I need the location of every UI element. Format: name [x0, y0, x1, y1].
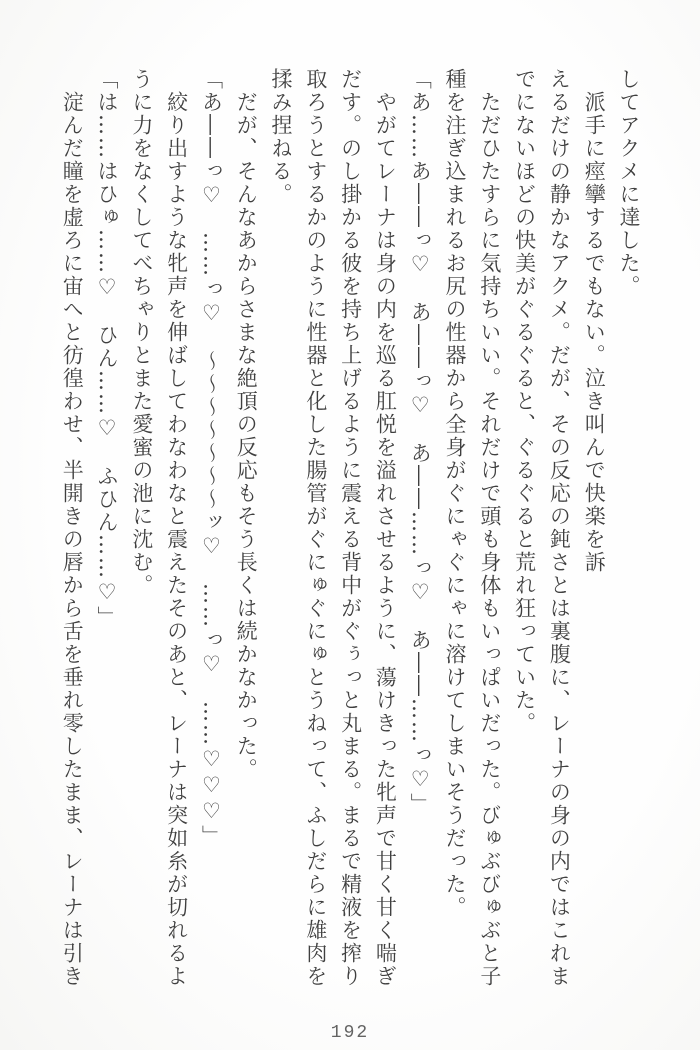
text-line-8: やがてレーナは身の内を巡る肛悦を溢れさせるように、蕩けきった牝声で甘く甘く喘ぎ — [373, 68, 398, 988]
text-line-9: だす。のし掛かる彼を持ち上げるように震える背中がぐぅっと丸まる。まるで精液を搾り — [338, 68, 363, 988]
text-line-3: えるだけの静かなアクメ。だが、その反応の鈍さとは裏腹に、レーナの身の内ではこれま — [547, 68, 572, 988]
text-block — [54, 68, 646, 1008]
text-line-14: 絞り出すような牝声を伸ばしてわなわなと震えたそのあと、レーナは突如糸が切れるよ — [164, 68, 189, 988]
text-line-6: 種を注ぎ込まれるお尻の性器から全身がぐにゃぐにゃに溶けてしまいそうだった。 — [443, 68, 468, 919]
text-line-16: 「は……はひゅ……♡ ひん……♡ ふひん……♡」 — [95, 68, 120, 629]
text-line-1: してアクメに達した。 — [617, 68, 641, 298]
text-line-4: でにないほどの快美がぐるぐると、ぐるぐると荒れ狂っていた。 — [512, 68, 537, 735]
page-number: 192 — [330, 1023, 370, 1043]
text-line-17: 淀んだ瞳を虚ろに宙へと彷徨わせ、半開きの唇から舌を垂れ零したまま、レーナは引き — [60, 68, 85, 988]
text-line-10: 取ろうとするかのように性器と化した腸管がぐにゅぐにゅとうねって、ふしだらに雄肉を — [303, 68, 328, 988]
text-line-15: うに力をなくしてべちゃりとまた愛蜜の池に沈む。 — [129, 68, 154, 597]
text-line-5: ただひたすらに気持ちいい。それだけで頭も身体もいっぱいだった。びゅぶびゅぶと子 — [477, 68, 502, 988]
text-line-11: 揉み捏ねる。 — [269, 68, 294, 206]
text-line-7: 「あ……あ――っ♡ あ――っ♡ あ――……っ♡ あ――……っ♡」 — [408, 68, 433, 816]
text-line-2: 派手に痙攣するでもない。泣き叫んで快楽を訴 — [582, 68, 607, 574]
text-line-13: 「あ――っ♡ ……っ♡ ～～～～～～～ッ♡ ……っ♡ ……♡♡♡」 — [199, 68, 224, 848]
text-line-12: だが、そんなあからさまな絶頂の反応もそう長くは続かなかった。 — [234, 68, 259, 781]
